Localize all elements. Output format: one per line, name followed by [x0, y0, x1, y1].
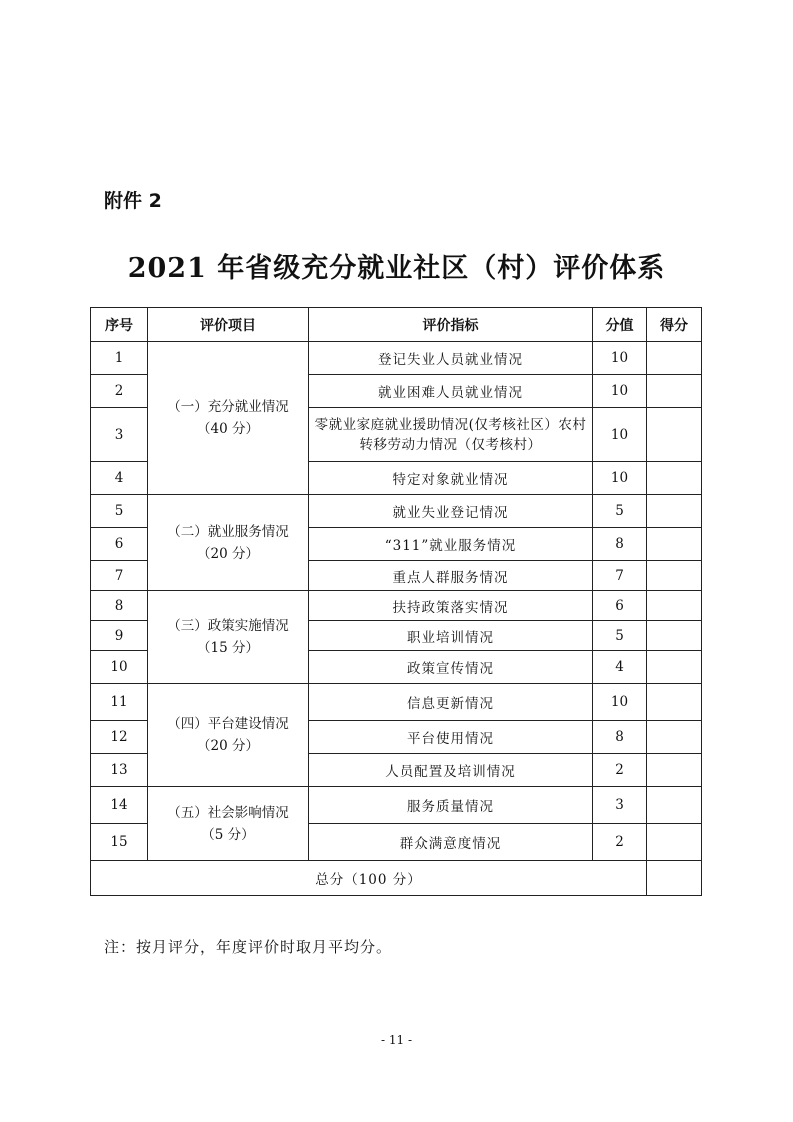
row-score[interactable]	[647, 342, 702, 375]
row-points: 10	[593, 342, 647, 375]
table-row	[91, 342, 702, 375]
total-row	[91, 861, 702, 896]
row-score[interactable]	[647, 754, 702, 787]
row-indicator: 特定对象就业情况	[309, 462, 593, 495]
row-no: 12	[91, 721, 148, 754]
row-no: 14	[91, 787, 148, 824]
row-points: 2	[593, 824, 647, 861]
row-points: 8	[593, 528, 647, 561]
row-no: 3	[91, 408, 148, 462]
row-points: 10	[593, 408, 647, 462]
category-cell	[148, 591, 309, 684]
header-score: 得分	[647, 308, 702, 342]
category-cell	[148, 495, 309, 591]
row-indicator: 零就业家庭就业援助情况(仅考核社区）农村转移劳动力情况（仅考核村）	[309, 408, 593, 462]
category-points: （40 分）	[197, 421, 259, 437]
category-points: （20 分）	[197, 738, 259, 754]
row-points: 4	[593, 651, 647, 684]
row-indicator: 就业困难人员就业情况	[309, 375, 593, 408]
category-points: （5 分）	[201, 826, 255, 843]
row-indicator: 平台使用情况	[309, 721, 593, 754]
category-points: （20 分）	[197, 545, 259, 562]
row-score[interactable]	[647, 721, 702, 754]
category-title: （二）就业服务情况	[167, 523, 289, 540]
row-score[interactable]	[647, 561, 702, 591]
row-score[interactable]	[647, 651, 702, 684]
category-cell	[148, 787, 309, 861]
row-score[interactable]	[647, 495, 702, 528]
table-row	[91, 787, 702, 824]
row-points: 5	[593, 621, 647, 651]
row-indicator: 就业失业登记情况	[309, 495, 593, 528]
header-no: 序号	[91, 308, 148, 342]
row-points: 10	[593, 462, 647, 495]
row-score[interactable]	[647, 684, 702, 721]
row-no: 7	[91, 561, 148, 591]
row-indicator: 重点人群服务情况	[309, 561, 593, 591]
category-cell	[148, 684, 309, 787]
header-points: 分值	[593, 308, 647, 342]
row-score[interactable]	[647, 591, 702, 621]
row-indicator: 登记失业人员就业情况	[309, 342, 593, 375]
header-indicator: 评价指标	[309, 308, 593, 342]
row-score[interactable]	[647, 408, 702, 462]
row-indicator: 人员配置及培训情况	[309, 754, 593, 787]
row-score[interactable]	[647, 824, 702, 861]
table-row	[91, 684, 702, 721]
table-row	[91, 591, 702, 621]
row-points: 10	[593, 375, 647, 408]
row-points: 10	[593, 684, 647, 721]
category-title: （五）社会影响情况	[167, 804, 289, 821]
footnote: 注：按月评分，年度评价时取月平均分。	[104, 938, 393, 956]
row-no: 13	[91, 754, 148, 787]
total-score[interactable]	[647, 861, 702, 896]
row-indicator: 政策宣传情况	[309, 651, 593, 684]
row-no: 15	[91, 824, 148, 861]
category-title: （四）平台建设情况	[167, 716, 289, 732]
page-title: 2021 年省级充分就业社区（村）评价体系	[127, 253, 666, 284]
total-label: 总分（100 分）	[91, 861, 647, 896]
row-indicator: 职业培训情况	[309, 621, 593, 651]
category-cell	[148, 342, 309, 495]
table-row	[91, 495, 702, 528]
attachment-label: 附件 2	[104, 190, 162, 212]
row-points: 2	[593, 754, 647, 787]
row-indicator: 扶持政策落实情况	[309, 591, 593, 621]
row-points: 7	[593, 561, 647, 591]
row-no: 1	[91, 342, 148, 375]
evaluation-table	[90, 307, 702, 896]
row-no: 4	[91, 462, 148, 495]
row-score[interactable]	[647, 787, 702, 824]
row-points: 8	[593, 721, 647, 754]
row-no: 2	[91, 375, 148, 408]
row-no: 10	[91, 651, 148, 684]
row-indicator: “311”就业服务情况	[309, 528, 593, 561]
row-indicator: 服务质量情况	[309, 787, 593, 824]
row-indicator: 群众满意度情况	[309, 824, 593, 861]
row-points: 6	[593, 591, 647, 621]
category-title: （三）政策实施情况	[167, 618, 289, 634]
header-item: 评价项目	[148, 308, 309, 342]
row-score[interactable]	[647, 462, 702, 495]
category-title: （一）充分就业情况	[167, 399, 289, 415]
table-header-row	[91, 308, 702, 342]
row-no: 8	[91, 591, 148, 621]
category-points: （15 分）	[197, 640, 259, 656]
row-indicator: 信息更新情况	[309, 684, 593, 721]
row-no: 11	[91, 684, 148, 721]
row-score[interactable]	[647, 621, 702, 651]
row-points: 5	[593, 495, 647, 528]
row-score[interactable]	[647, 375, 702, 408]
row-no: 5	[91, 495, 148, 528]
row-points: 3	[593, 787, 647, 824]
row-no: 9	[91, 621, 148, 651]
page-number: - 11 -	[380, 1033, 412, 1047]
row-no: 6	[91, 528, 148, 561]
row-score[interactable]	[647, 528, 702, 561]
